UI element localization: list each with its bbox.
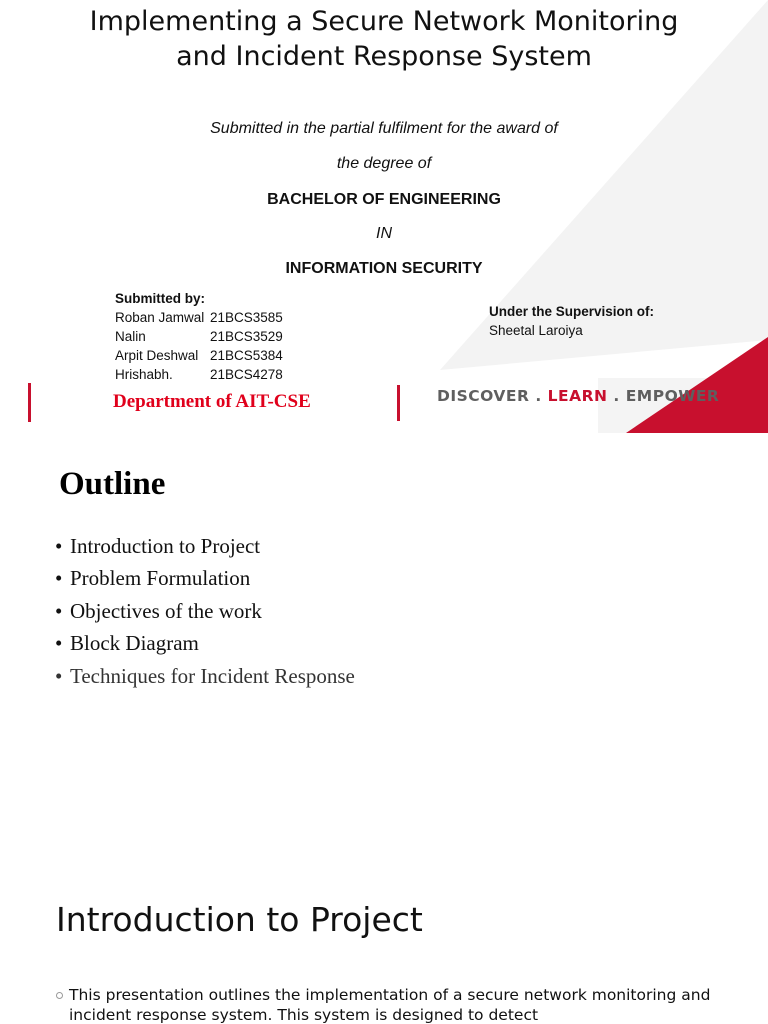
tagline-discover: DISCOVER . [437,387,548,405]
center-red-bar [397,385,400,421]
intro-paragraph [56,985,726,1024]
title-slide [0,0,768,433]
presentation-title: Implementing a Secure Network Monitoring and Incident Response System [89,6,679,72]
outline-item [55,530,355,562]
member-row [115,365,283,384]
in-word: IN [376,225,392,242]
circle-bullet-icon [56,992,63,999]
bullet-icon: • [55,534,63,558]
member-row [115,327,283,346]
member-id: 21BCS3529 [210,329,283,344]
degree-name: BACHELOR OF ENGINEERING [267,191,501,208]
tagline-empower: . EMPOWER [607,387,720,405]
member-name: Hrishabh. [115,367,173,382]
outline-item [55,562,355,594]
member-row [115,346,283,365]
outline-title: Outline [59,466,166,502]
outline-item-text: Introduction to Project [70,534,261,558]
outline-item [55,627,355,659]
outline-list [55,530,355,692]
bullet-icon: • [55,663,63,688]
supervisor-name: Sheetal Laroiya [489,323,583,338]
member-id: 21BCS4278 [210,367,283,382]
intro-title: Introduction to Project [56,900,423,939]
member-name: Roban Jamwal [115,310,205,325]
member-id: 21BCS5384 [210,348,283,363]
tagline [437,387,719,405]
outline-item-text: Objectives of the work [70,598,262,623]
department-name: Department of AIT-CSE [113,391,311,412]
member-name: Nalin [115,329,146,344]
specialization: INFORMATION SECURITY [285,260,483,277]
tagline-learn: LEARN [547,387,608,405]
outline-item-text: Block Diagram [70,631,199,656]
submission-text-line2: the degree of [336,155,432,172]
bullet-icon: • [55,566,63,591]
bullet-icon: • [55,631,63,656]
member-row [115,308,283,327]
submitted-by-block [115,289,283,384]
member-name: Arpit Deshwal [115,348,199,363]
outline-slide [0,433,768,873]
bullet-icon: • [55,598,63,623]
outline-item-text: Problem Formulation [70,566,251,591]
submitted-by-label: Submitted by: [115,291,205,306]
member-id: 21BCS3585 [210,310,283,325]
supervision-block [489,302,654,340]
outline-item [55,595,355,627]
supervision-label: Under the Supervision of: [489,304,655,319]
introduction-slide [0,873,768,1024]
submission-text-line1: Submitted in the partial fulfilment for the award of [210,120,558,137]
intro-text: This presentation outlines the implementation of a secure network monitoring and incident response system. This system is designed to detect [69,986,711,1024]
outline-item [55,660,355,692]
outline-item-text: Techniques for Incident Response [70,663,355,688]
left-red-bar [28,383,31,422]
